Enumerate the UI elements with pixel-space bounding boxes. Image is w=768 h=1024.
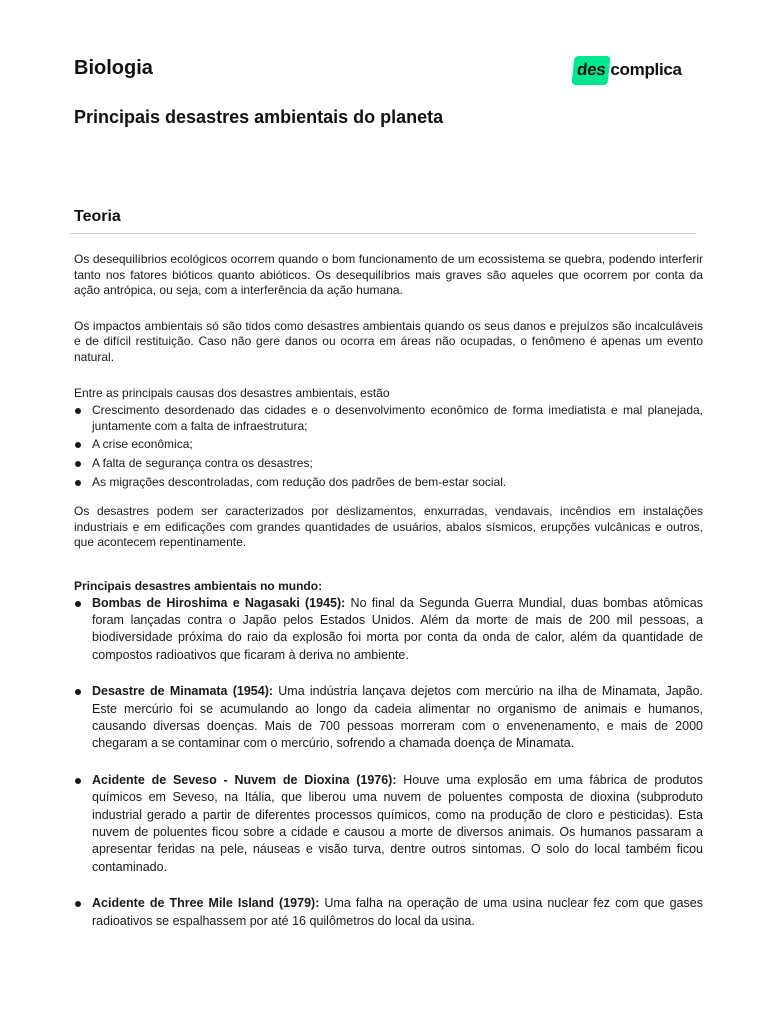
list-item [74, 895, 703, 930]
logo-badge: des [571, 56, 610, 85]
paragraph: Os impactos ambientais só são tidos como desastres ambientais quando os seus danos e prejuízos são incalculáveis e de difícil restituição. Caso não gere danos ou ocorra em áreas não ocupadas, o fenômeno é apenas um evento natural. [74, 318, 703, 364]
disasters-heading: Principais desastres ambientais no mundo: [74, 578, 323, 593]
disaster-description: No final da Segunda Guerra Mundial, duas bombas atômicas foram lançadas contra o Japão pelos Estados Unidos. Além da morte de mais de 200 mil pessoas, a biodiversidade próxima do raio da explosão foi morta por conta da onda de calor, além da quantidade de compostos radioativos que ficaram à deriva no ambiente. [92, 595, 703, 662]
list-item: Crescimento desordenado das cidades e o desenvolvimento econômico de forma imediatista e mal planejada, juntamente com a falta de infraestrutura; [74, 403, 703, 434]
list-item [74, 595, 703, 665]
section-divider [70, 233, 696, 234]
descomplica-logo [573, 54, 682, 86]
disaster-description: Uma indústria lançava dejetos com mercúrio na ilha de Minamata, Japão. Este mercúrio foi se acumulando ao longo da cadeia alimentar no organismo de animais e humanos, causando diversas doenças. Mais de 700 pessoas morreram com o envenenamento, e mais de 2000 chegaram a se contaminar com o mercúrio, sofrendo a chamada doença de Minamata. [92, 684, 703, 751]
list-item: As migrações descontroladas, com redução dos padrões de bem-estar social. [74, 475, 703, 491]
list-item: A crise econômica; [74, 437, 703, 453]
disaster-name: Desastre de Minamata (1954): [92, 684, 274, 699]
section-title: Teoria [74, 208, 121, 225]
paragraph: Os desequilíbrios ecológicos ocorrem quando o bom funcionamento de um ecossistema se quebra, podendo interferir tanto nos fatores bióticos quanto abióticos. Os desequilíbrios mais graves são aqueles que ocorrem por conta da ação antrópica, ou seja, com a interferência da ação humana. [74, 252, 703, 298]
disaster-description: Uma falha na operação de uma usina nuclear fez com que gases radioativos se espalhassem por até 16 quilômetros do local da usina. [92, 896, 703, 928]
disaster-name: Acidente de Three Mile Island (1979): [92, 896, 320, 911]
disaster-description: Houve uma explosão em uma fábrica de produtos químicos em Seveso, na Itália, que liberou uma nuvem de poluentes composta de dioxina (subproduto industrial gerado a partir de diferentes processos químicos, como na produção de cloro e pesticidas). Esta nuvem de poluentes ficou sobre a cidade e causou a morte de diversos animais. Os humanos passaram a apresentar feridas na pele, náuseas e visão turva, dentre outros sintomas. O solo do local também ficou contaminado. [92, 772, 703, 874]
list-item: A falta de segurança contra os desastres; [74, 456, 703, 472]
section-content [74, 252, 703, 949]
document-title: Principais desastres ambientais do planeta [74, 107, 444, 127]
subject-title: Biologia [74, 57, 153, 79]
paragraph: Os desastres podem ser caracterizados por deslizamentos, enxurradas, vendavais, incêndios em instalações industriais e em edificações com grandes quantidades de usuários, abalos sísmicos, erupções vulcânicas e outros, que acontecem repentinamente. [74, 504, 703, 550]
list-item [74, 683, 703, 753]
paragraph: Entre as principais causas dos desastres ambientais, estão [74, 385, 390, 400]
logo-wordmark: complica [610, 60, 682, 79]
disaster-name: Bombas de Hiroshima e Nagasaki (1945): [92, 595, 346, 610]
list-item [74, 772, 703, 876]
causes-list [74, 403, 703, 490]
disaster-name: Acidente de Seveso - Nuvem de Dioxina (1976): [92, 772, 397, 787]
disasters-list [74, 595, 703, 931]
